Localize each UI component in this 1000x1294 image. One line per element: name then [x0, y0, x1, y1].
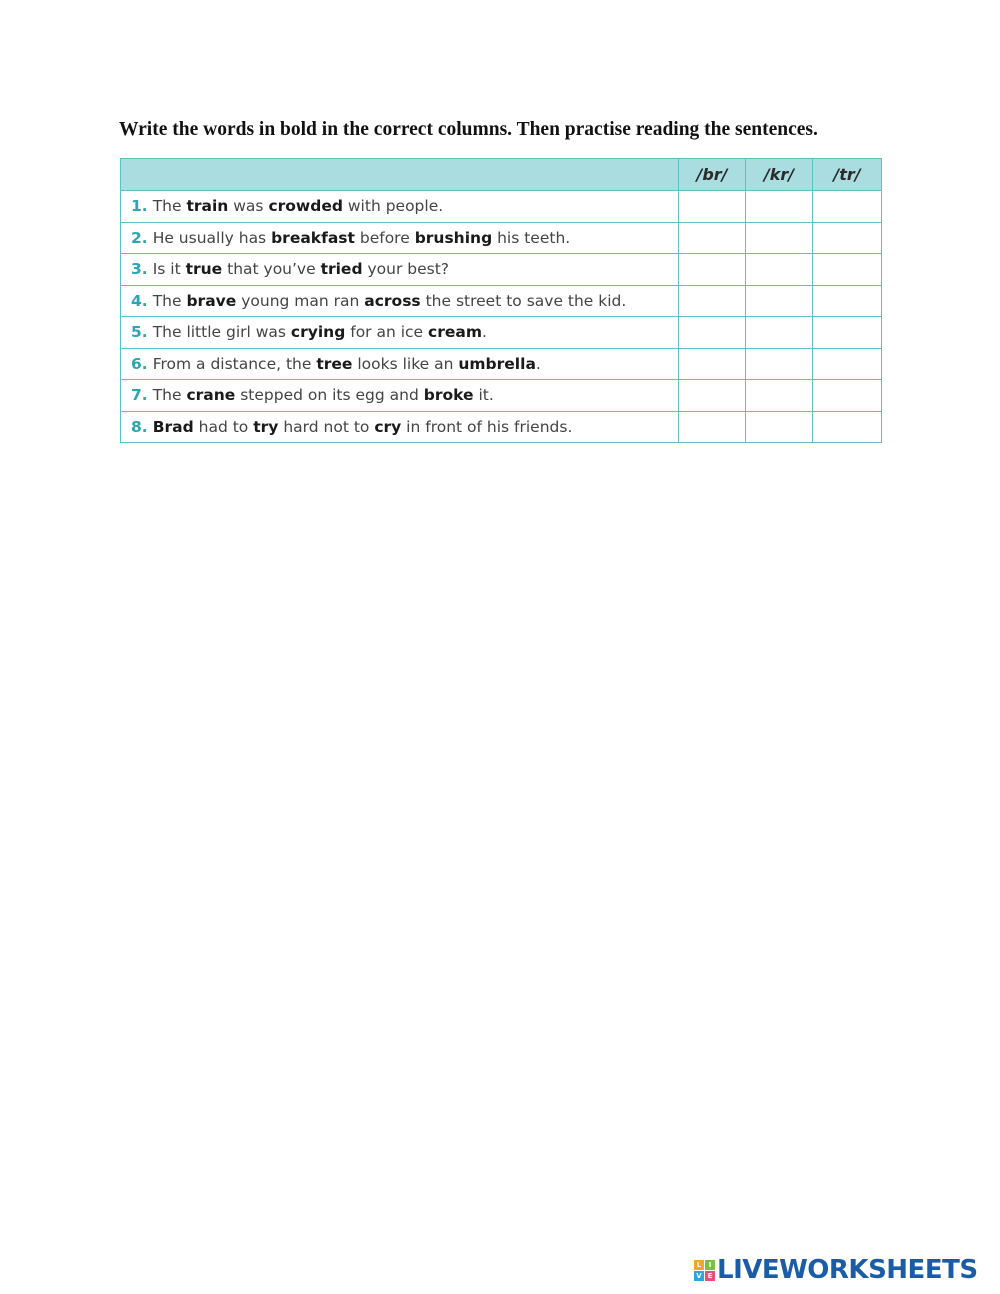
answer-cell-tr[interactable]: [813, 411, 882, 443]
answer-cell-br[interactable]: [679, 380, 746, 412]
sentence-cell: [121, 380, 679, 412]
sentence-cell: [121, 348, 679, 380]
sentence-cell: [121, 191, 679, 223]
sentence-number: 8.: [131, 417, 148, 436]
bold-word: tried: [320, 260, 363, 279]
sentence-text: that you’ve: [222, 260, 321, 279]
logo-mark-letter: V: [694, 1271, 704, 1281]
answer-cell-br[interactable]: [679, 222, 746, 254]
table-row: [121, 411, 882, 443]
answer-cell-kr[interactable]: [746, 317, 813, 349]
sentence-text: .: [482, 323, 487, 342]
answer-cell-tr[interactable]: [813, 254, 882, 286]
table-row: [121, 254, 882, 286]
bold-word: umbrella: [458, 354, 536, 373]
sentence-cell: [121, 317, 679, 349]
answer-cell-kr[interactable]: [746, 380, 813, 412]
header-tr: /tr/: [813, 159, 882, 191]
table-row: [121, 348, 882, 380]
answer-cell-tr[interactable]: [813, 348, 882, 380]
bold-word: cry: [374, 417, 402, 436]
sentence-number: 1.: [131, 197, 148, 216]
sentence-text: The: [152, 386, 187, 405]
bold-word: brave: [186, 291, 237, 310]
sentence-text: The little girl was: [152, 323, 291, 342]
bold-word: crane: [186, 386, 236, 405]
answer-cell-tr[interactable]: [813, 380, 882, 412]
answer-cell-tr[interactable]: [813, 222, 882, 254]
bold-word: crowded: [268, 197, 343, 216]
bold-word: cream: [428, 323, 482, 342]
logo-text: LIVEWORKSHEETS: [717, 1255, 978, 1285]
sentence-number: 6.: [131, 354, 148, 373]
sentence-cell: [121, 285, 679, 317]
table-row: [121, 317, 882, 349]
bold-word: breakfast: [271, 228, 355, 247]
answer-cell-br[interactable]: [679, 191, 746, 223]
sentence-text: young man ran: [236, 291, 365, 310]
sentence-text: your best?: [362, 260, 450, 279]
sentence-text: He usually has: [152, 228, 272, 247]
logo-mark-letter: E: [705, 1271, 715, 1281]
sentence-text: hard not to: [278, 417, 375, 436]
answer-cell-kr[interactable]: [746, 222, 813, 254]
sentence-text: looks like an: [352, 354, 459, 373]
sentence-cell: [121, 411, 679, 443]
sentence-number: 4.: [131, 291, 148, 310]
answer-cell-br[interactable]: [679, 348, 746, 380]
answer-cell-tr[interactable]: [813, 317, 882, 349]
sentence-text: .: [535, 354, 541, 373]
answer-cell-kr[interactable]: [746, 411, 813, 443]
sentence-text: the street to save the kid.: [420, 291, 627, 310]
sentence-text: had to: [193, 417, 254, 436]
sentence-text: Is it: [152, 260, 186, 279]
table-row: [121, 222, 882, 254]
sentence-text: The: [152, 291, 187, 310]
table-row: [121, 380, 882, 412]
table-row: [121, 191, 882, 223]
bold-word: train: [186, 197, 229, 216]
phonics-table: [120, 158, 882, 443]
answer-cell-br[interactable]: [679, 411, 746, 443]
instruction-text: Write the words in bold in the correct columns. Then practise reading the sentences.: [119, 119, 818, 140]
header-kr: /kr/: [746, 159, 813, 191]
logo-mark-letter: I: [705, 1260, 715, 1270]
header-br: /br/: [679, 159, 746, 191]
bold-word: brushing: [414, 228, 493, 247]
sentence-text: it.: [473, 386, 494, 405]
sentence-text: for an ice: [345, 323, 429, 342]
bold-word: Brad: [152, 417, 194, 436]
answer-cell-br[interactable]: [679, 317, 746, 349]
sentence-text: with people.: [342, 197, 444, 216]
logo-mark-letter: L: [694, 1260, 704, 1270]
liveworksheets-logo: [694, 1256, 978, 1284]
answer-cell-br[interactable]: [679, 285, 746, 317]
answer-cell-kr[interactable]: [746, 191, 813, 223]
answer-cell-tr[interactable]: [813, 191, 882, 223]
sentence-text: stepped on its egg and: [235, 386, 424, 405]
sentence-text: From a distance, the: [152, 354, 317, 373]
logo-mark-icon: [694, 1260, 715, 1281]
sentence-number: 3.: [131, 260, 148, 279]
sentence-text: was: [228, 197, 269, 216]
table-row: [121, 285, 882, 317]
header-sentence-cell: [121, 159, 679, 191]
sentence-cell: [121, 222, 679, 254]
sentence-text: his teeth.: [492, 228, 571, 247]
sentence-text: in front of his friends.: [401, 417, 573, 436]
sentence-number: 5.: [131, 323, 148, 342]
sentence-cell: [121, 254, 679, 286]
bold-word: crying: [290, 323, 346, 342]
bold-word: tree: [316, 354, 353, 373]
answer-cell-kr[interactable]: [746, 285, 813, 317]
table-header-row: [121, 159, 882, 191]
bold-word: try: [253, 417, 279, 436]
bold-word: broke: [423, 386, 474, 405]
answer-cell-br[interactable]: [679, 254, 746, 286]
sentence-text: The: [152, 197, 187, 216]
bold-word: across: [364, 291, 421, 310]
bold-word: true: [185, 260, 223, 279]
answer-cell-kr[interactable]: [746, 254, 813, 286]
answer-cell-tr[interactable]: [813, 285, 882, 317]
sentence-text: before: [354, 228, 415, 247]
answer-cell-kr[interactable]: [746, 348, 813, 380]
sentence-number: 2.: [131, 228, 148, 247]
sentence-number: 7.: [131, 386, 148, 405]
